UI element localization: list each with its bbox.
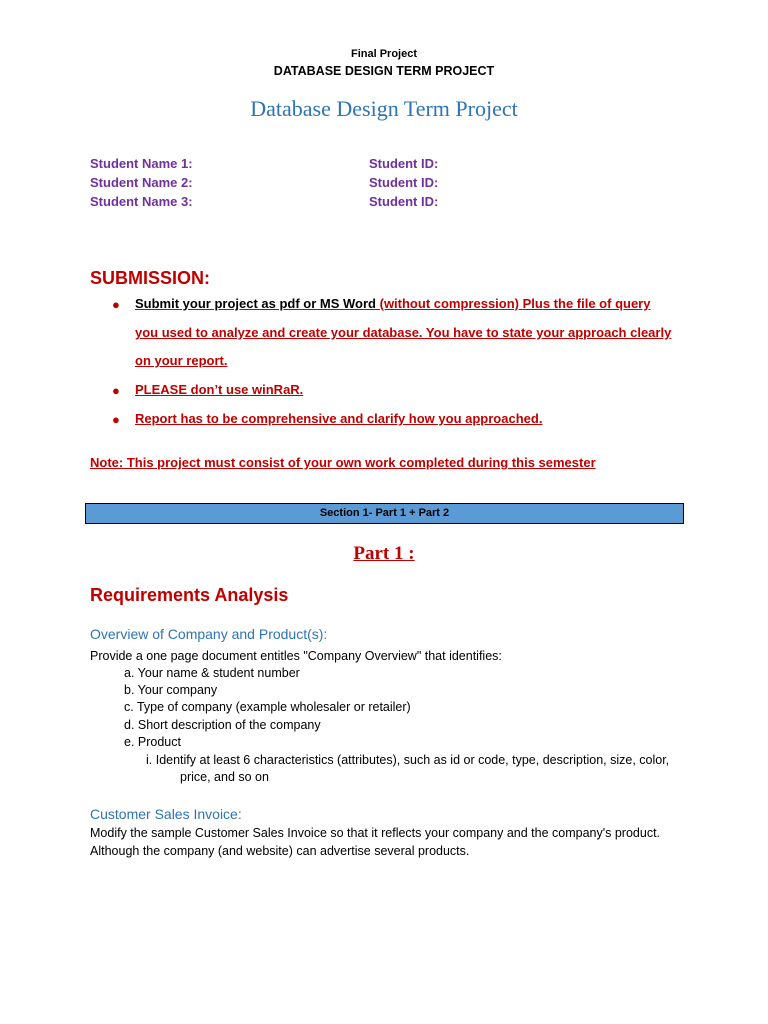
bullet-1-line-1 bbox=[135, 296, 650, 311]
bullet-icon: ● bbox=[112, 297, 120, 312]
submission-heading: SUBMISSION: bbox=[90, 268, 211, 288]
bullet-2: PLEASE don’t use winRaR. bbox=[135, 382, 304, 397]
student-list bbox=[90, 156, 690, 213]
student-id-label: Student ID: bbox=[369, 156, 439, 171]
student-id-label: Student ID: bbox=[369, 175, 439, 190]
list-item: b. Your company bbox=[124, 683, 218, 697]
student-row bbox=[90, 175, 690, 194]
header-line-1: Final Project bbox=[350, 48, 418, 60]
bullet-1-line-3: on your report. bbox=[135, 353, 228, 368]
student-row bbox=[90, 156, 690, 175]
section-bar: Section 1- Part 1 + Part 2 bbox=[85, 503, 684, 524]
overview-heading: Overview of Company and Product(s): bbox=[90, 626, 328, 642]
list-item: d. Short description of the company bbox=[124, 718, 321, 732]
bullet-1-text-red: (without compression) Plus the file of query bbox=[379, 296, 651, 311]
note-text: Note: This project must consist of your own work completed during this semester bbox=[90, 455, 596, 470]
list-item: c. Type of company (example wholesaler or retailer) bbox=[124, 700, 411, 714]
overview-intro: Provide a one page document entitles "Company Overview" that identifies: bbox=[90, 649, 502, 663]
bullet-icon: ● bbox=[112, 412, 120, 427]
invoice-heading: Customer Sales Invoice: bbox=[90, 806, 242, 822]
part-1-heading: Part 1 : bbox=[353, 543, 415, 564]
student-id-label: Student ID: bbox=[369, 194, 439, 209]
student-name-label: Student Name 3: bbox=[90, 194, 193, 209]
bullet-1-text-black: Submit your project as pdf or MS Word bbox=[135, 296, 380, 311]
sub-list-item-line-1: i. Identify at least 6 characteristics (attributes), such as id or code, type, description, size, color, bbox=[146, 753, 670, 767]
bullet-1-line-2: you used to analyze and create your database. You have to state your approach clearly bbox=[135, 325, 672, 340]
header-line-2: DATABASE DESIGN TERM PROJECT bbox=[273, 64, 495, 78]
invoice-text-line-2: Although the company (and website) can advertise several products. bbox=[90, 844, 470, 858]
student-name-label: Student Name 2: bbox=[90, 175, 193, 190]
invoice-text-line-1: Modify the sample Customer Sales Invoice so that it reflects your company and the company's product. bbox=[90, 826, 661, 840]
student-name-label: Student Name 1: bbox=[90, 156, 193, 171]
sub-list-item-line-2: price, and so on bbox=[180, 770, 269, 784]
document-title: Database Design Term Project bbox=[250, 96, 518, 121]
bullet-3: Report has to be comprehensive and clarify how you approached. bbox=[135, 411, 543, 426]
student-row bbox=[90, 194, 690, 213]
list-item: e. Product bbox=[124, 735, 181, 749]
bullet-icon: ● bbox=[112, 383, 120, 398]
requirements-heading: Requirements Analysis bbox=[90, 585, 289, 605]
list-item: a. Your name & student number bbox=[124, 666, 300, 680]
